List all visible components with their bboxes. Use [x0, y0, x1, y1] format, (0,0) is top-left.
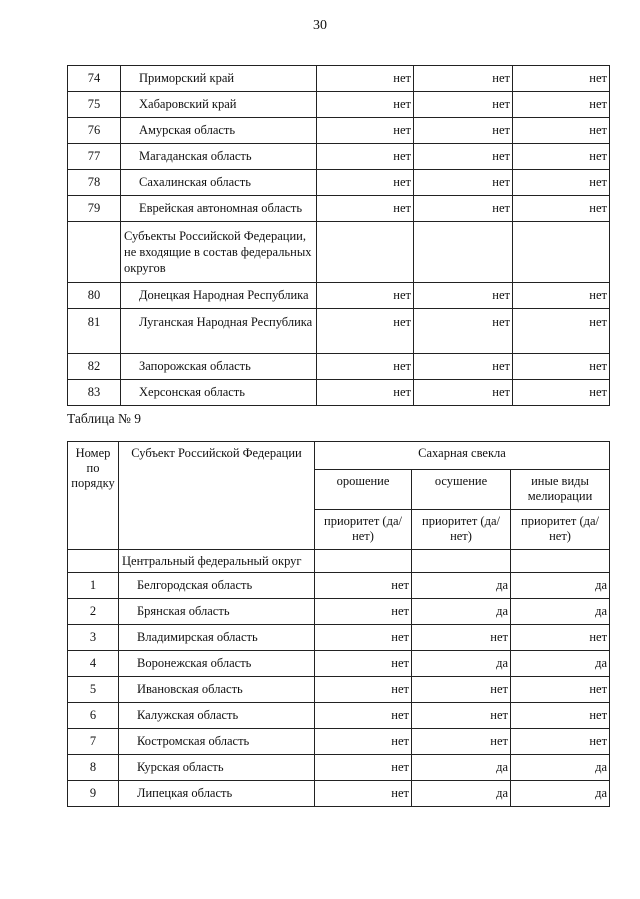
row-number: 3 — [68, 625, 119, 651]
row-value-2: нет — [414, 354, 513, 380]
row-subject: Белгородская область — [119, 573, 315, 599]
table-row — [68, 354, 610, 380]
row-value-2: нет — [414, 118, 513, 144]
row-number: 5 — [68, 677, 119, 703]
row-value-1: нет — [315, 755, 412, 781]
row-value-2: нет — [414, 170, 513, 196]
table-row — [68, 573, 610, 599]
table-row — [68, 170, 610, 196]
row-value-2: нет — [414, 144, 513, 170]
row-value-2: нет — [414, 66, 513, 92]
row-subject: Приморский край — [121, 66, 317, 92]
row-value-1: нет — [315, 703, 412, 729]
row-value-2: да — [412, 573, 511, 599]
row-value-1: нет — [315, 677, 412, 703]
row-value-1: нет — [317, 309, 414, 354]
row-value-3: нет — [513, 309, 610, 354]
row-number: 77 — [68, 144, 121, 170]
row-subject: Воронежская область — [119, 651, 315, 677]
table1-body — [68, 66, 610, 406]
row-value-1: нет — [317, 92, 414, 118]
row-value-3: да — [511, 651, 610, 677]
table-row — [68, 92, 610, 118]
row-subject: Запорожская область — [121, 354, 317, 380]
table-row — [68, 625, 610, 651]
row-number: 76 — [68, 118, 121, 144]
row-subject: Магаданская область — [121, 144, 317, 170]
row-value-2: да — [412, 781, 511, 807]
row-subject: Брянская область — [119, 599, 315, 625]
row-value-1: нет — [317, 170, 414, 196]
row-number: 81 — [68, 309, 121, 354]
row-value-2: да — [412, 755, 511, 781]
row-number: 7 — [68, 729, 119, 755]
table-row — [68, 703, 610, 729]
row-value-1: нет — [315, 573, 412, 599]
table-row — [68, 677, 610, 703]
row-subject: Владимирская область — [119, 625, 315, 651]
row-value-2: да — [412, 599, 511, 625]
row-value-3: да — [511, 755, 610, 781]
row-value-3: нет — [513, 66, 610, 92]
table-row — [68, 599, 610, 625]
group-header-row — [68, 222, 610, 283]
row-value-1: нет — [315, 781, 412, 807]
row-value-3: нет — [513, 92, 610, 118]
row-subject: Донецкая Народная Республика — [121, 283, 317, 309]
table-row — [68, 755, 610, 781]
row-value-3: нет — [513, 354, 610, 380]
header-col-other: иные виды мелиорации — [511, 470, 610, 510]
row-value-2: да — [412, 651, 511, 677]
row-value-3: да — [511, 599, 610, 625]
row-value-1: нет — [317, 144, 414, 170]
header-col-irrigation: орошение — [315, 470, 412, 510]
row-number: 82 — [68, 354, 121, 380]
table-row — [68, 66, 610, 92]
header-priority: приоритет (да/нет) — [412, 510, 511, 550]
header-priority: приоритет (да/нет) — [511, 510, 610, 550]
table-row — [68, 380, 610, 406]
row-value-3: нет — [511, 703, 610, 729]
row-number: 79 — [68, 196, 121, 222]
row-value-3: да — [511, 781, 610, 807]
table-row — [68, 309, 610, 354]
row-value-1: нет — [315, 651, 412, 677]
header-col-drainage: осушение — [412, 470, 511, 510]
row-value-2: нет — [414, 380, 513, 406]
row-value-3: нет — [513, 380, 610, 406]
row-value-3: нет — [513, 283, 610, 309]
row-number: 75 — [68, 92, 121, 118]
row-value-3: нет — [511, 625, 610, 651]
row-value-1: нет — [317, 66, 414, 92]
row-value-1: нет — [317, 354, 414, 380]
row-value-2: нет — [412, 729, 511, 755]
row-value-1: нет — [315, 625, 412, 651]
table-row — [68, 781, 610, 807]
row-value-3: нет — [511, 677, 610, 703]
region-name: Центральный федеральный округ — [119, 550, 315, 573]
row-number: 1 — [68, 573, 119, 599]
row-value-1: нет — [317, 118, 414, 144]
row-number: 6 — [68, 703, 119, 729]
row-subject: Еврейская автономная область — [121, 196, 317, 222]
row-value-2: нет — [414, 196, 513, 222]
header-priority: приоритет (да/нет) — [315, 510, 412, 550]
table-caption: Таблица № 9 — [67, 411, 141, 426]
row-value-3: нет — [513, 196, 610, 222]
row-number: 78 — [68, 170, 121, 196]
header-num: Номер по порядку — [68, 442, 119, 550]
row-value-2: нет — [412, 677, 511, 703]
page-number: 30 — [313, 18, 327, 33]
row-value-3: нет — [513, 118, 610, 144]
row-number: 2 — [68, 599, 119, 625]
row-value-3: нет — [513, 170, 610, 196]
header-subject: Субъект Российской Федерации — [119, 442, 315, 550]
row-subject: Курская область — [119, 755, 315, 781]
region-row — [68, 550, 610, 573]
table9-header — [68, 442, 610, 550]
row-value-1: нет — [317, 380, 414, 406]
row-number: 8 — [68, 755, 119, 781]
table-row — [68, 729, 610, 755]
row-value-2: нет — [412, 625, 511, 651]
row-subject: Херсонская область — [121, 380, 317, 406]
row-value-2: нет — [414, 92, 513, 118]
row-value-3: нет — [513, 144, 610, 170]
row-number: 83 — [68, 380, 121, 406]
group-header: Субъекты Российской Федерации, не входящие в состав федеральных округов — [121, 222, 317, 283]
table9-body — [68, 550, 610, 807]
header-crop: Сахарная свекла — [315, 442, 610, 470]
row-subject: Калужская область — [119, 703, 315, 729]
row-subject: Липецкая область — [119, 781, 315, 807]
row-value-3: да — [511, 573, 610, 599]
row-value-2: нет — [414, 309, 513, 354]
row-subject: Костромская область — [119, 729, 315, 755]
table-continuation — [67, 65, 610, 406]
table-row — [68, 651, 610, 677]
table-row — [68, 144, 610, 170]
row-value-1: нет — [315, 599, 412, 625]
row-subject: Хабаровский край — [121, 92, 317, 118]
row-subject: Амурская область — [121, 118, 317, 144]
row-value-2: нет — [414, 283, 513, 309]
table-row — [68, 196, 610, 222]
row-value-3: нет — [511, 729, 610, 755]
row-subject: Ивановская область — [119, 677, 315, 703]
row-value-1: нет — [317, 283, 414, 309]
row-value-1: нет — [317, 196, 414, 222]
table-row — [68, 118, 610, 144]
row-value-2: нет — [412, 703, 511, 729]
row-number: 4 — [68, 651, 119, 677]
row-number: 9 — [68, 781, 119, 807]
row-subject: Сахалинская область — [121, 170, 317, 196]
row-number: 74 — [68, 66, 121, 92]
row-subject: Луганская Народная Республика — [121, 309, 317, 354]
table-9 — [67, 441, 610, 807]
table-row — [68, 283, 610, 309]
row-number: 80 — [68, 283, 121, 309]
row-value-1: нет — [315, 729, 412, 755]
